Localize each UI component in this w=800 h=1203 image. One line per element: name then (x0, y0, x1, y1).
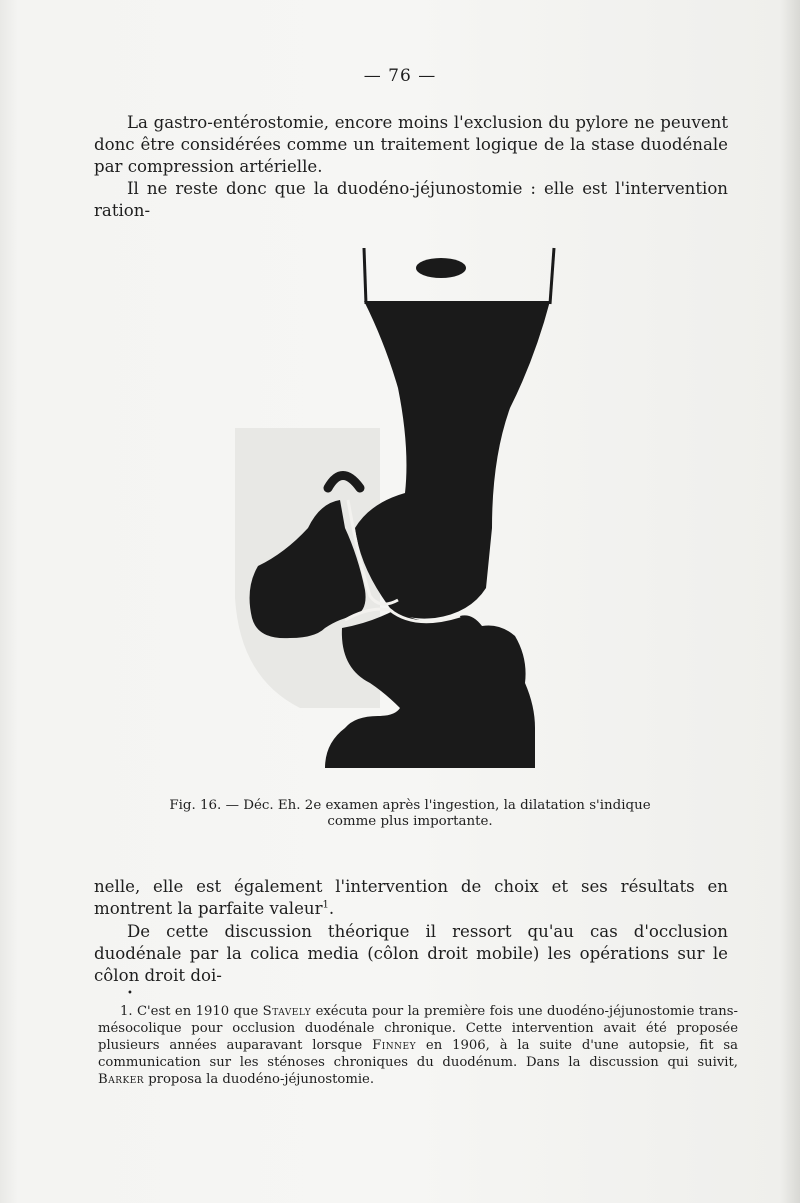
caption-line-2: comme plus importante. (327, 814, 493, 829)
footnote-part-2: exécuta pour la première fois une duodéno-jéjunostomie trans-mésocolique pour occlusion duodénale chronique. Cette intervention avait été proposée plusieurs années auparavant lorsque (98, 1004, 738, 1053)
separator-dot: • (127, 988, 133, 999)
footnote-name-stavely: Stavely (262, 1004, 312, 1019)
gas-bubble (416, 258, 466, 278)
paragraph-discussion: De cette discussion théorique il ressort qu'au cas d'occlusion duodénale par la colica media (côlon droit mobile) les opérations sur le côlon droit doi- (94, 922, 728, 985)
footnote-reference: 1 (322, 899, 329, 911)
stomach-left-wall (364, 248, 366, 304)
figure-caption (140, 798, 680, 830)
radiograph-figure (230, 238, 590, 778)
footnote-name-barker: Barker (98, 1072, 145, 1087)
paragraph-gastro-enterostomie: La gastro-entérostomie, encore moins l'exclusion du pylore ne peuvent donc être considérées comme un traitement logique de la stase duodénale par compression artérielle. (94, 113, 728, 176)
caption-line-1: Fig. 16. — Déc. Eh. 2e examen après l'ingestion, la dilatation s'indique (169, 798, 651, 813)
paragraph-duodeno-jejunostomie: Il ne reste donc que la duodéno-jéjunostomie : elle est l'intervention ration- (94, 179, 728, 220)
paragraph-rationnelle-end: . (328, 899, 335, 918)
stomach-right-wall (550, 248, 554, 304)
paragraph-rationnelle-text: nelle, elle est également l'intervention de choix et ses résultats en montrent la parfaite valeur (94, 877, 728, 918)
stomach-body (355, 301, 550, 619)
footnote-part-1: 1. C'est en 1910 que (120, 1004, 263, 1019)
footnote-part-3: en 1906, à la suite d'une autopsie, fit sa communication sur les sténoses chroniques du duodénum. Dans la discussion qui suivit, (98, 1038, 739, 1070)
footnote (98, 1003, 738, 1088)
paragraph-rationnelle (94, 876, 728, 920)
footnote-name-finney: Finney (372, 1038, 417, 1053)
footnote-part-4: proposa la duodéno-jéjunostomie. (144, 1072, 375, 1087)
stomach-silhouette-illustration (230, 238, 590, 778)
page-number: — 76 — (363, 66, 437, 86)
